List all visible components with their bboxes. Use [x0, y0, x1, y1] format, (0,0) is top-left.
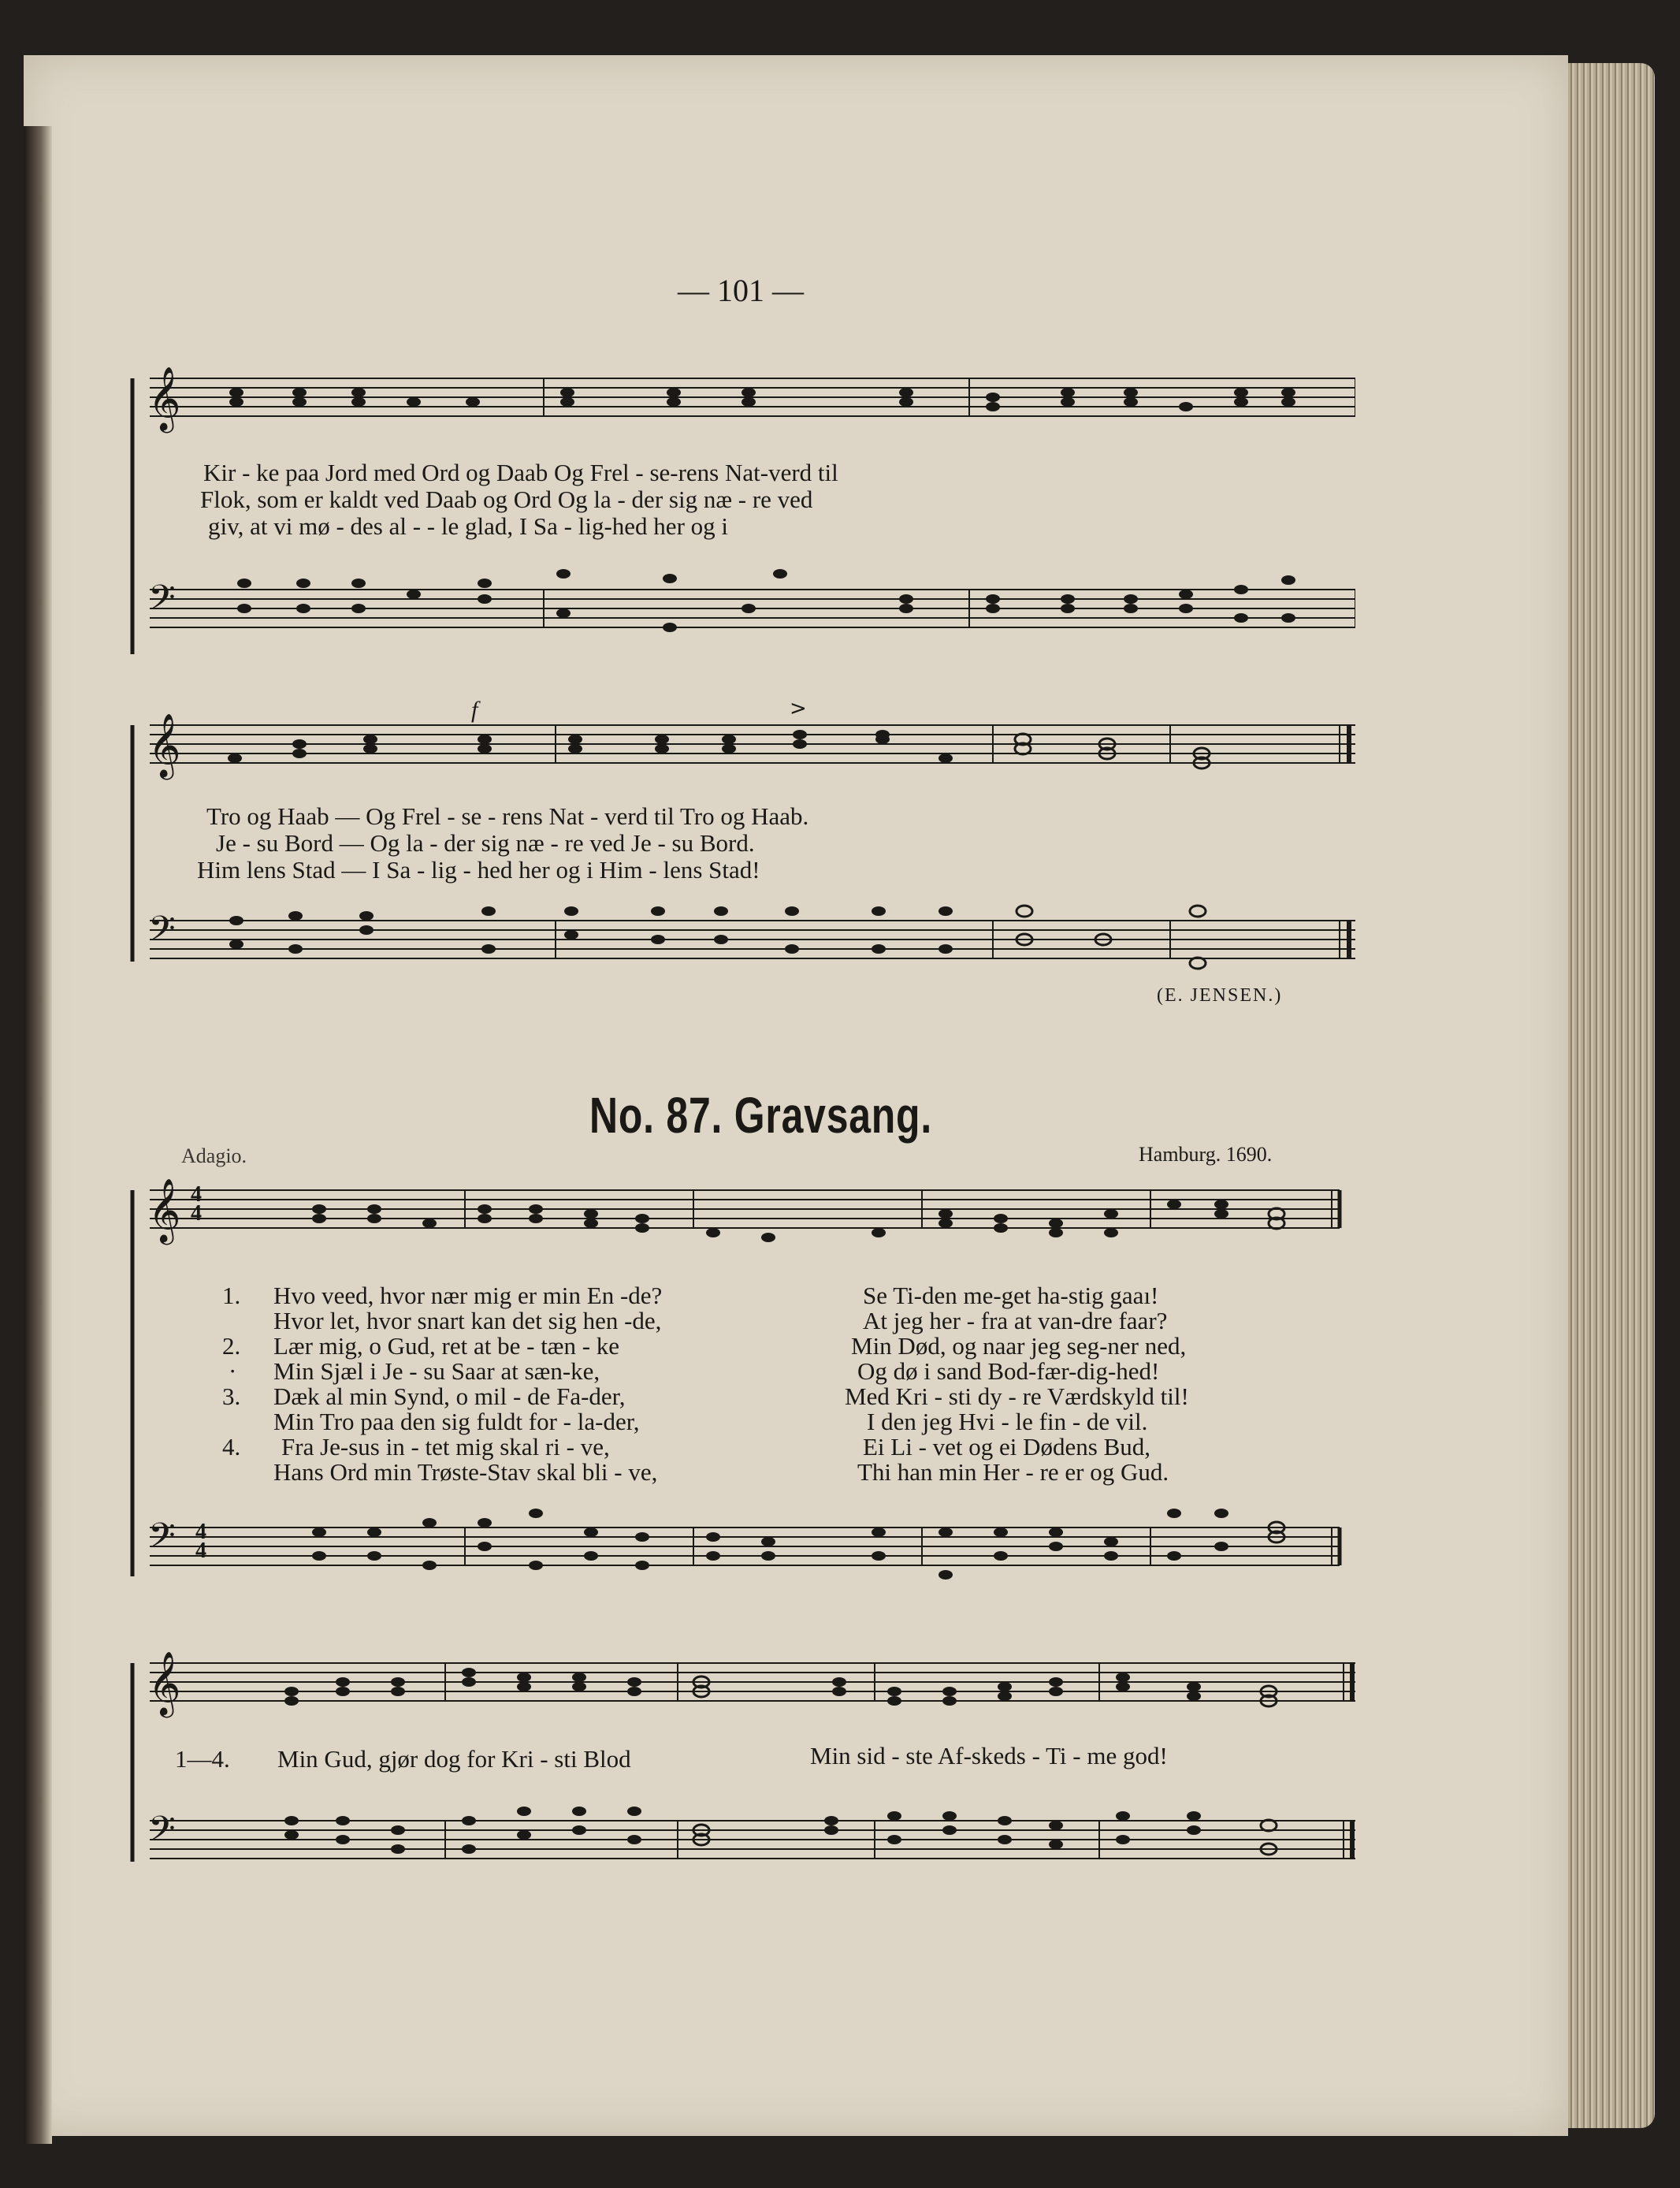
- treble-clef-icon: 𝄞: [148, 366, 181, 430]
- lyric-line: Kir - ke paa Jord med Ord og Daab Og Frel - se-rens Nat-verd til: [203, 459, 838, 486]
- bass-clef-icon: 𝄢: [148, 1515, 176, 1565]
- page-gutter: [24, 126, 52, 2144]
- hymn-source: Hamburg. 1690.: [1139, 1143, 1273, 1166]
- verse-line: At jeg her - fra at van-dre faar?: [863, 1307, 1168, 1334]
- hymn-title: No. 87. Gravsang.: [589, 1087, 932, 1144]
- time-signature: 4 4: [195, 1520, 206, 1563]
- lyric-line: Je - su Bord — Og la - der sig næ - re ved Je - su Bord.: [216, 829, 755, 857]
- bass-clef-icon: 𝄢: [148, 577, 176, 627]
- verse-line: Hvor let, hvor snart kan det sig hen -de,: [273, 1307, 662, 1334]
- verse-line: Min Død, og naar jeg seg-ner ned,: [851, 1332, 1187, 1360]
- lyric-line: Tro og Haab — Og Frel - se - rens Nat - verd til Tro og Haab.: [206, 802, 809, 830]
- lyric-line: giv, at vi mø - des al - - le glad, I Sa - lig-hed her og i: [208, 512, 729, 540]
- verse-line: Lær mig, o Gud, ret at be - tæn - ke: [273, 1332, 620, 1360]
- composer-credit: (E. JENSEN.): [1157, 985, 1283, 1006]
- verse-number: 1.: [222, 1282, 241, 1309]
- verse-line: Dæk al min Synd, o mil - de Fa-der,: [273, 1382, 626, 1410]
- refrain-line: Min Gud, gjør dog for Kri - sti Blod: [277, 1745, 631, 1773]
- verse-line: Hans Ord min Trøste-Stav skal bli - ve,: [273, 1458, 658, 1486]
- verse-number: ·: [229, 1357, 237, 1385]
- verse-line: Thi han min Her - re er og Gud.: [857, 1458, 1169, 1486]
- verse-number: 3.: [222, 1382, 241, 1410]
- forte-mark: f: [471, 697, 478, 723]
- time-signature: 4 4: [191, 1182, 202, 1226]
- verse-line: Fra Je-sus in - tet mig skal ri - ve,: [281, 1433, 610, 1461]
- verse-line: Min Sjæl i Je - su Saar at sæn-ke,: [273, 1357, 600, 1385]
- page-number: — 101 —: [678, 273, 804, 308]
- tempo-marking: Adagio.: [181, 1144, 247, 1167]
- page-edges: [1568, 63, 1655, 2128]
- verse-number: 4.: [222, 1433, 241, 1461]
- lyric-line: Flok, som er kaldt ved Daab og Ord Og la - der sig næ - re ved: [200, 486, 813, 513]
- verse-line: Med Kri - sti dy - re Værdskyld til!: [845, 1382, 1189, 1410]
- bass-clef-icon: 𝄢: [148, 1808, 176, 1858]
- refrain-verse-range: 1—4.: [175, 1745, 230, 1773]
- refrain-line: Min sid - ste Af-skeds - Ti - me god!: [810, 1742, 1168, 1769]
- lyric-line: Him lens Stad — I Sa - lig - hed her og i Him - lens Stad!: [197, 856, 760, 884]
- verse-line: Min Tro paa den sig fuldt for - la-der,: [273, 1408, 640, 1435]
- treble-clef-icon: 𝄞: [148, 1178, 181, 1242]
- verse-line: I den jeg Hvi - le fin - de vil.: [867, 1408, 1148, 1435]
- verse-line: Hvo veed, hvor nær mig er min En -de?: [273, 1282, 663, 1309]
- verse-number: 2.: [222, 1332, 241, 1360]
- verse-line: Se Ti-den me-get ha-stig gaaı!: [863, 1282, 1159, 1309]
- accent-mark: >: [790, 697, 807, 720]
- verse-line: Ei Li - vet og ei Dødens Bud,: [863, 1433, 1151, 1461]
- treble-clef-icon: 𝄞: [148, 1650, 181, 1715]
- bass-clef-icon: 𝄢: [148, 908, 176, 958]
- verse-line: Og dø i sand Bod-fær-dig-hed!: [857, 1357, 1160, 1385]
- treble-clef-icon: 𝄞: [148, 713, 181, 777]
